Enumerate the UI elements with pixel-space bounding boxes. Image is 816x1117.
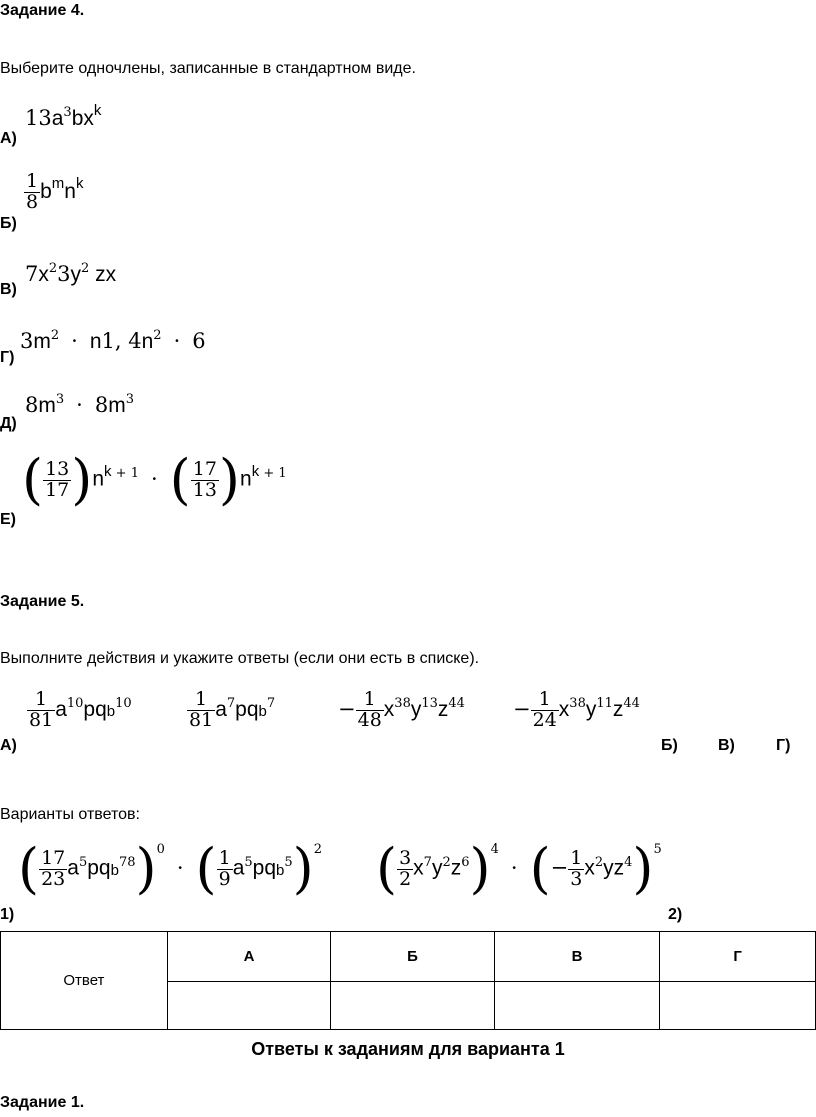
task4-label-b: Б) xyxy=(0,215,17,232)
task4-expr-g: $3m^2 \cdot n1$, $4n^2 \cdot 6$ xyxy=(20,328,206,353)
task5-label-a: А) xyxy=(0,737,17,754)
answer-row-header: Ответ xyxy=(1,932,168,1030)
task5-label-g: Г) xyxy=(776,737,791,754)
answer-table xyxy=(0,931,816,1030)
task4-prompt: Выберите одночлены, записанные в стандартном виде. xyxy=(0,60,416,77)
task4-label-v: В) xyxy=(0,281,17,298)
column-g-header: Г xyxy=(660,932,816,982)
answer-cell-a[interactable] xyxy=(167,982,330,1030)
task1-title: Задание 1. xyxy=(0,1094,85,1111)
answer-cell-g[interactable] xyxy=(660,982,816,1030)
task4-expr-e: ( $\frac{13}{17}$ )$n^k$ $^{+ 1}$ · ( $\frac{17}{13}$ )$n^k$ $^{+ 1}$ xyxy=(22,448,287,511)
task4-expr-v: $7x^23y^2$ zx xyxy=(25,261,117,286)
task5-prompt: Выполните действия и укажите ответы (если они есть в списке). xyxy=(0,650,480,667)
variant-2-label: 2) xyxy=(668,906,683,923)
variants-title: Варианты ответов: xyxy=(0,806,140,823)
task4-expr-b: $\frac{1}{8}$ $b^mn^k$ xyxy=(26,170,84,213)
task4-expr-d: $8m^3 \cdot 8m^3$ xyxy=(25,392,134,417)
task5-label-v: В) xyxy=(718,737,735,754)
task5-option-a: $\frac{1}{81}$ $a^{10}pqb^{10}$ xyxy=(29,688,132,731)
variant-1-label: 1) xyxy=(0,906,15,923)
task4-label-e: Е) xyxy=(0,511,16,528)
task4-expr-a: $13a^3bx^k$ xyxy=(25,102,102,130)
answer-cell-v[interactable] xyxy=(494,982,659,1030)
answers-heading: Ответы к заданиям для варианта 1 xyxy=(251,1039,565,1059)
task4-label-d: Д) xyxy=(0,415,17,432)
column-v-header: В xyxy=(494,932,659,982)
task5-option-v: − $\frac{1}{48}$ $x^{38}y^{13}z^{44}$ xyxy=(338,688,465,731)
task4-label-a: А) xyxy=(0,130,17,147)
task4-title: Задание 4. xyxy=(0,2,85,19)
answer-cell-b[interactable] xyxy=(331,982,494,1030)
column-a-header: А xyxy=(167,932,330,982)
variant-1-expr: ( $\frac{17}{23}$ $a^5pqb^{78})^0\cdot$ ( $\frac{1}{9}$ $a^5pqb^5)^2$ xyxy=(18,837,323,900)
task4-label-g: Г) xyxy=(0,349,15,366)
task5-title: Задание 5. xyxy=(0,593,85,610)
task5-option-g: − $\frac{1}{24}$ $x^{38}y^{11}z^{44}$ xyxy=(513,688,640,731)
task5-option-b: $\frac{1}{81}$ $a^7pqb^7$ xyxy=(189,688,276,731)
variant-2-expr: ( $\frac{3}{2}$ $x^7y^2z^6)^4\cdot$ (− $\frac{1}{3}$ $x^2yz^4)^5$ xyxy=(376,837,662,900)
column-b-header: Б xyxy=(331,932,494,982)
task5-label-b: Б) xyxy=(661,737,678,754)
